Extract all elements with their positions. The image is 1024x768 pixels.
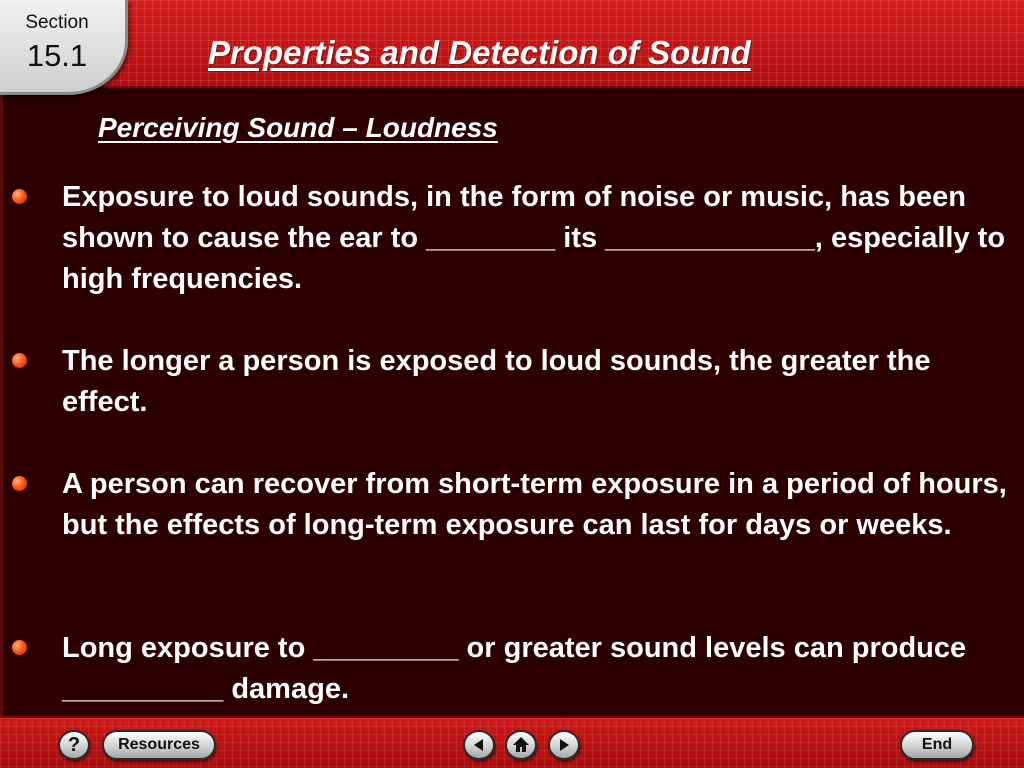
section-number: 15.1 [26, 38, 88, 73]
bullet-item [62, 177, 1012, 300]
bullet-text: Long exposure to _________ or greater sound levels can produce __________ damage. [62, 632, 967, 705]
end-label: End [921, 736, 953, 753]
home-icon [512, 736, 530, 754]
bullet-item [62, 628, 1012, 710]
help-label: ? [67, 733, 81, 756]
end-button[interactable] [900, 730, 974, 760]
bullet-item [62, 464, 1012, 546]
arrow-right-icon [556, 737, 572, 753]
next-slide-button[interactable] [548, 730, 580, 760]
slide-title: Properties and Detection of Sound [208, 34, 751, 71]
bullet-dot-icon [12, 189, 27, 204]
bullet-item [62, 341, 1012, 423]
resources-label: Resources [118, 736, 200, 753]
help-button[interactable] [58, 730, 90, 760]
resources-button[interactable] [102, 730, 216, 760]
bottom-navbar [0, 716, 1024, 768]
bullet-text: A person can recover from short-term exposure in a period of hours, but the effects of long-term exposure can last for days or weeks. [62, 468, 1007, 541]
home-button[interactable] [505, 730, 537, 760]
bullet-dot-icon [12, 476, 27, 491]
bullet-text: Exposure to loud sounds, in the form of noise or music, has been shown to cause the ear to ________ its _____________, especially to high frequencies. [62, 181, 1006, 295]
slide-subtitle: Perceiving Sound – Loudness [98, 112, 498, 143]
bullet-dot-icon [12, 640, 27, 655]
previous-slide-button[interactable] [463, 730, 495, 760]
bullet-dot-icon [12, 353, 27, 368]
section-label: Section [25, 12, 89, 33]
bullet-text: The longer a person is exposed to loud sounds, the greater the effect. [62, 345, 931, 418]
arrow-left-icon [471, 737, 487, 753]
